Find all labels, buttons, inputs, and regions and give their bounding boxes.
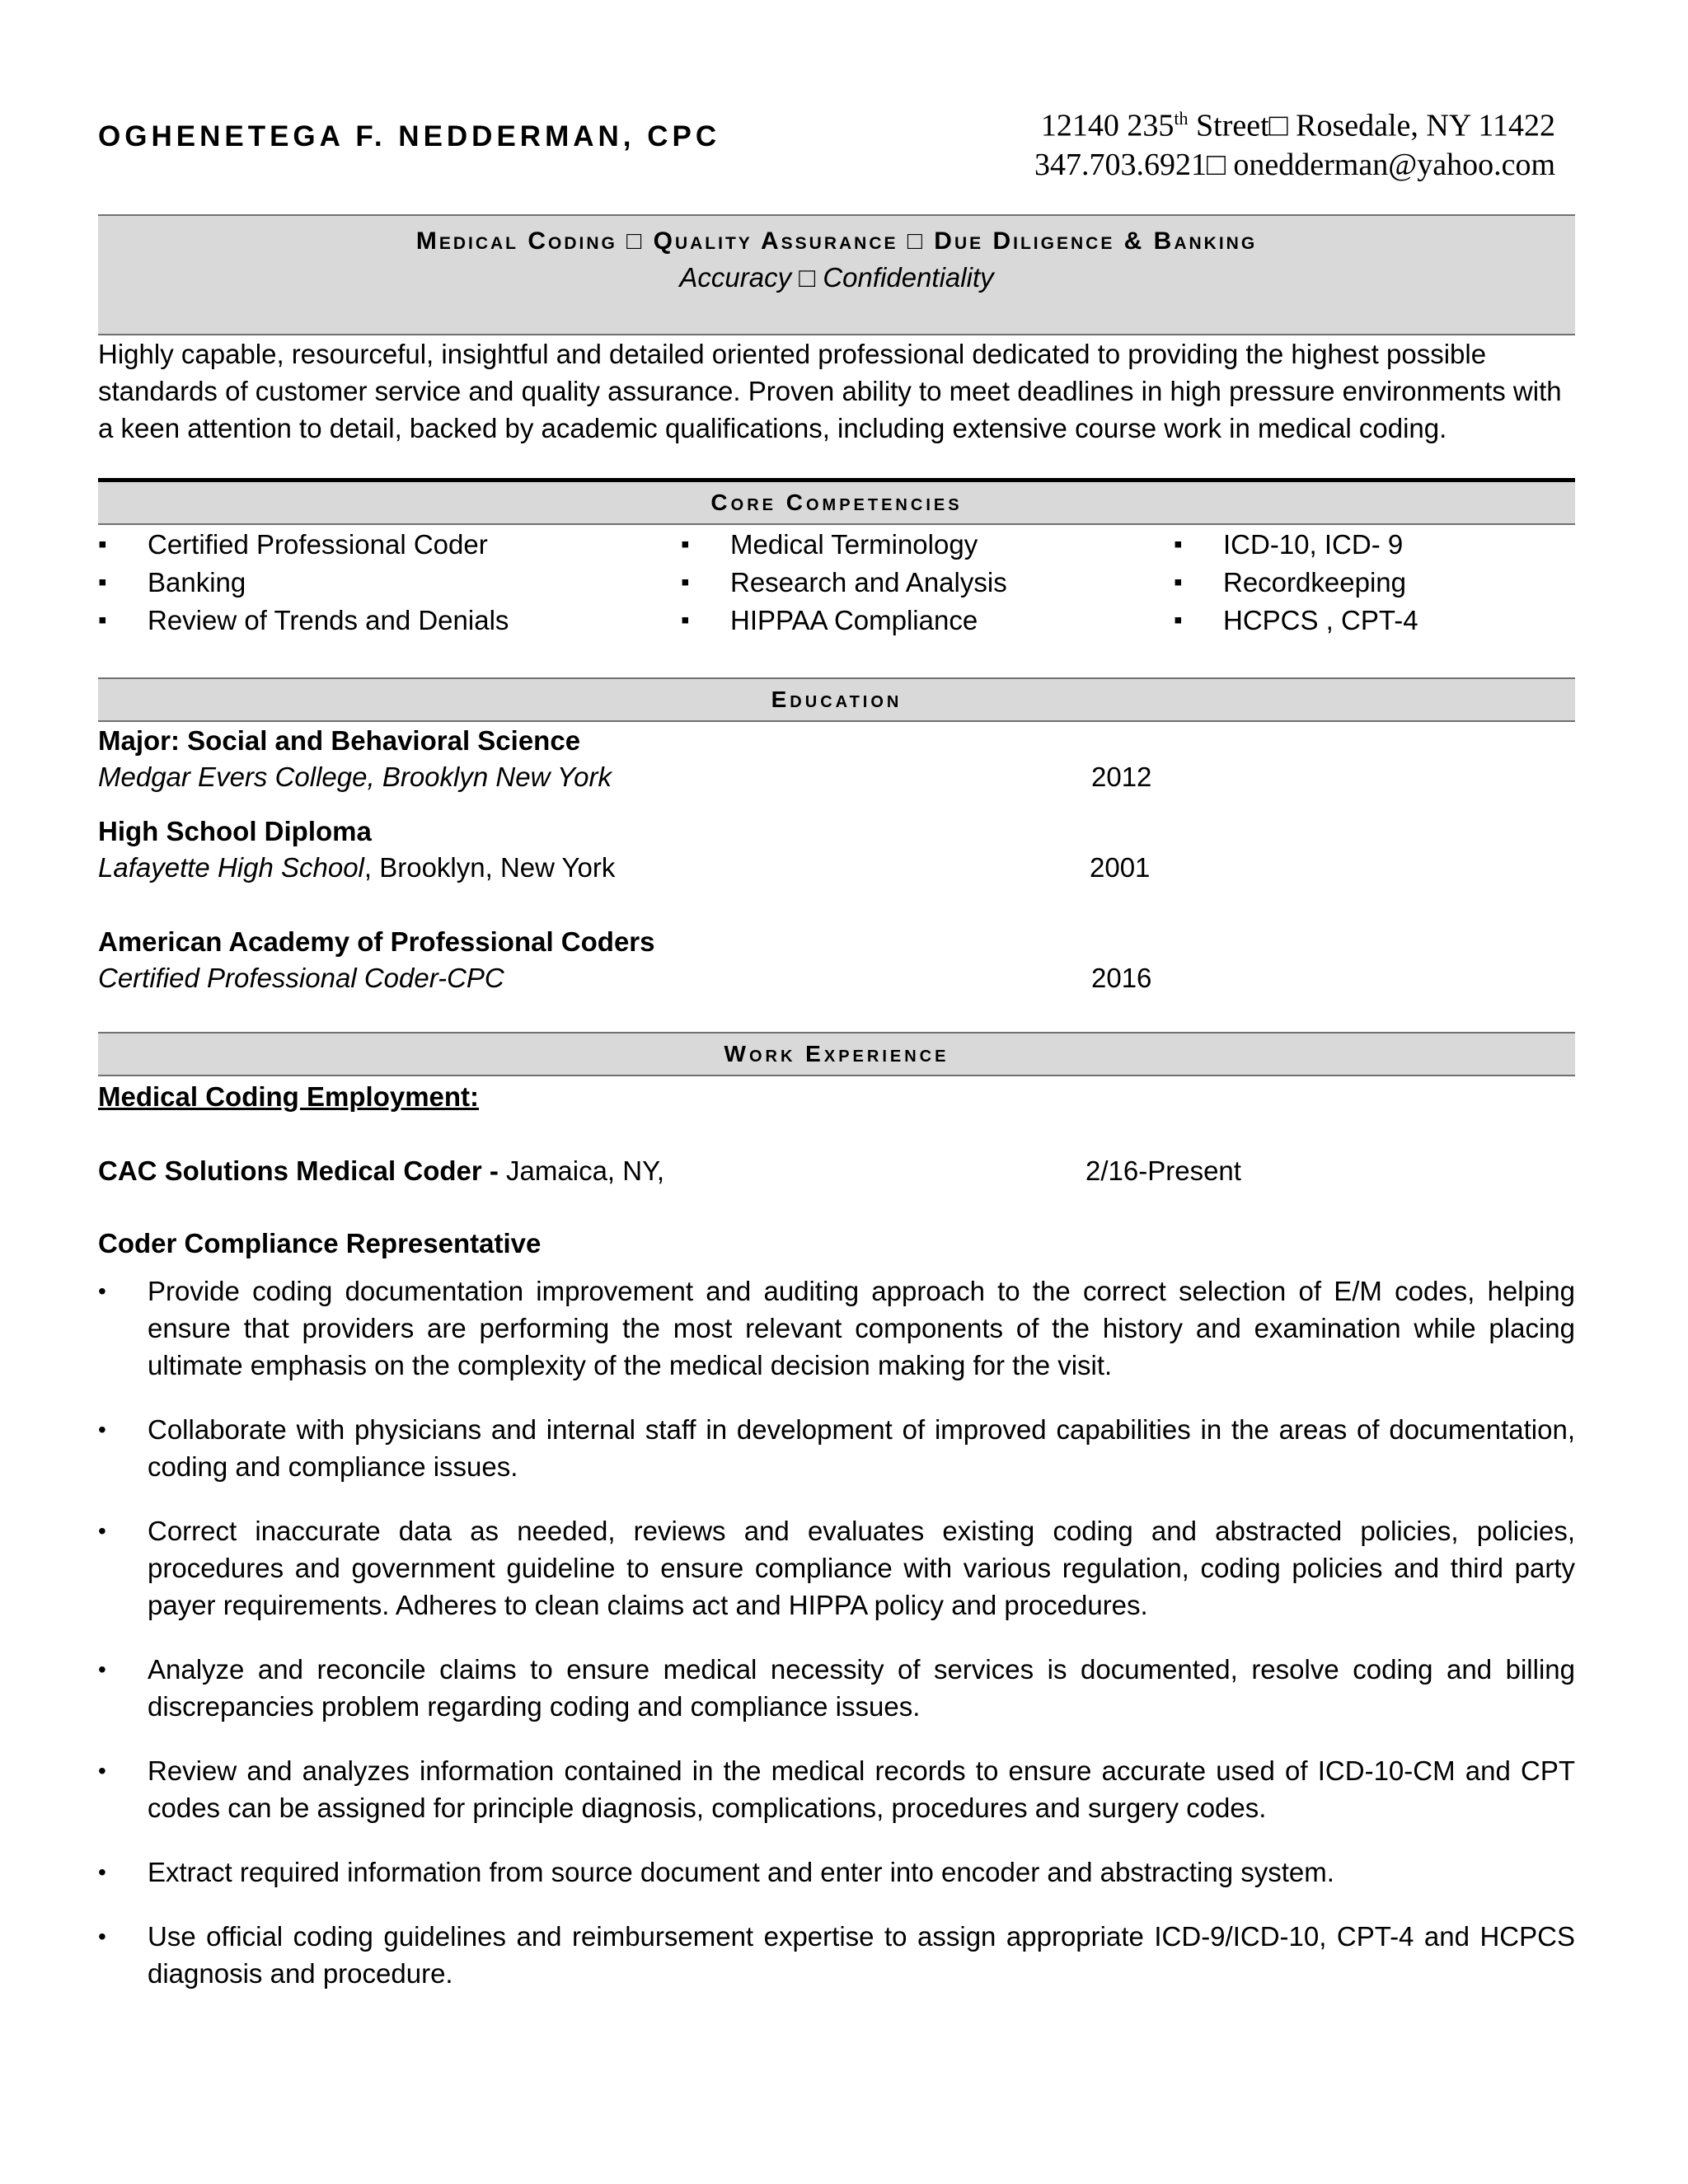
responsibility-item: • Provide coding documentation improvement and auditing approach to the correct selection of E/M codes, helping ensure that providers are performing the most relevant components of the history and examination while placing ultimate emphasis on the complexity of the medical decision making for the visit. (98, 1272, 1575, 1384)
competencies-column-1 (98, 526, 509, 640)
competency-item: ▪ Review of Trends and Denials (98, 602, 509, 640)
banner-subtitle: Accuracy □ Confidentiality (679, 262, 994, 293)
education-degree: High School Diploma (98, 816, 372, 846)
education-school-location: , Brooklyn, New York (363, 852, 616, 883)
banner-title: Medical Coding □ Quality Assurance □ Due Diligence & Banking (415, 227, 1258, 255)
responsibility-item: • Use official coding guidelines and reimbursement expertise to assign appropriate ICD-9/ICD-10, CPT-4 and HCPCS diagnosis and procedure. (98, 1918, 1575, 1992)
competencies-column-3 (1174, 526, 1418, 640)
education-degree: Major: Social and Behavioral Science (98, 725, 581, 756)
responsibility-item: • Analyze and reconcile claims to ensure medical necessity of services is documented, resolve coding and billing discrepancies problem regarding coding and compliance issues. (98, 1651, 1575, 1725)
competency-item: ▪ HCPCS , CPT-4 (1174, 602, 1418, 640)
competency-item: ▪ Research and Analysis (681, 564, 1007, 602)
section-heading-education: Education (98, 677, 1575, 722)
headline-banner (98, 214, 1575, 335)
competencies-column-2 (681, 526, 1007, 640)
competency-item: ▪ ICD-10, ICD- 9 (1174, 526, 1418, 564)
education-degree: American Academy of Professional Coders (98, 926, 655, 957)
education-school (98, 963, 504, 994)
section-heading-competencies: Core Competencies (98, 478, 1575, 525)
responsibility-item: • Correct inaccurate data as needed, reviews and evaluates existing coding and abstracted policies, policies, procedures and government guideline to ensure compliance with various regulation, coding policies and third party payer requirements. Adheres to clean claims act and HIPPA policy and procedures. (98, 1512, 1575, 1624)
employment-dates: 2/16-Present (1085, 1155, 1241, 1186)
address-line (1034, 99, 1555, 146)
section-heading-work: Work Experience (98, 1032, 1575, 1076)
competency-item: ▪ Medical Terminology (681, 526, 1007, 564)
contact-block (1034, 99, 1555, 185)
job-role: Coder Compliance Representative (98, 1228, 542, 1258)
employer-name: CAC Solutions Medical Coder - (98, 1155, 499, 1186)
competency-item: ▪ HIPPAA Compliance (681, 602, 1007, 640)
education-school (98, 852, 615, 883)
responsibility-item: • Review and analyzes information contained in the medical records to ensure accurate used of ICD-10-CM and CPT codes can be assigned for principle diagnosis, complications, procedures and surgery codes. (98, 1752, 1575, 1826)
competency-item: ▪ Certified Professional Coder (98, 526, 509, 564)
responsibility-item: • Extract required information from source document and enter into encoder and abstracting system. (98, 1854, 1575, 1891)
competency-item: ▪ Recordkeeping (1174, 564, 1418, 602)
phone-email-line: 347.703.6921□ onedderman@yahoo.com (1034, 147, 1555, 182)
education-school-name: Certified Professional Coder-CPC (98, 963, 504, 993)
education-school-name: Lafayette High School (98, 852, 364, 883)
address-suffix: th (1174, 108, 1189, 129)
candidate-name: OGHENETEGA F. NEDDERMAN, CPC (98, 120, 721, 152)
education-year: 2012 (1091, 762, 1152, 792)
education-school (98, 762, 612, 793)
education-school-name: Medgar Evers College, Brooklyn New York (98, 762, 612, 792)
responsibility-list (98, 1272, 1575, 2019)
employer-location: Jamaica, NY, (498, 1155, 665, 1186)
work-category: Medical Coding Employment: (98, 1081, 480, 1112)
competency-item: ▪ Banking (98, 564, 509, 602)
responsibility-item: • Collaborate with physicians and internal staff in development of improved capabilities in the areas of documentation, coding and compliance issues. (98, 1411, 1575, 1485)
education-year: 2016 (1091, 963, 1152, 993)
education-year: 2001 (1090, 852, 1151, 883)
professional-summary: Highly capable, resourceful, insightful and detailed oriented professional dedicated to providing the highest possible standards of customer service and quality assurance. Proven ability to meet deadlines in high pressure environments with a keen attention to detail, backed by academic qualifications, including extensive course work in medical coding. (98, 339, 1562, 443)
address-street: Street□ Rosedale, NY 11422 (1188, 108, 1555, 143)
employer-line (98, 1155, 664, 1187)
address-number: 12140 235 (1040, 108, 1175, 143)
